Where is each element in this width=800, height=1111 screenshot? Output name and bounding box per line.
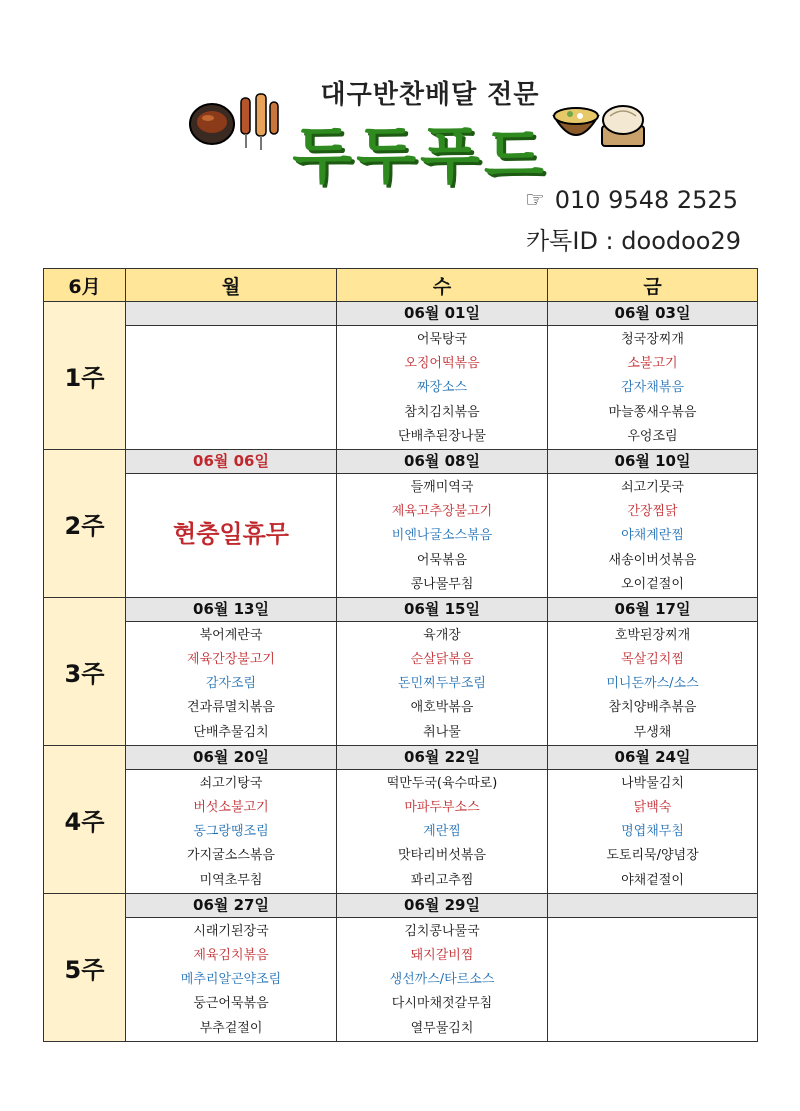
menu-item: 미역초무침	[199, 872, 263, 888]
menu-item: 쇠고기탕국	[199, 775, 263, 791]
menu-item: 미니돈까스/소스	[606, 676, 699, 692]
date-label: 06월 01일	[337, 302, 547, 326]
date-label: 06월 15일	[337, 598, 547, 622]
menu-item: 단배추된장나물	[398, 428, 486, 444]
menu-item-list	[126, 918, 336, 1041]
week-row	[44, 893, 758, 1041]
menu-body	[44, 302, 758, 1042]
menu-item: 짜장소스	[416, 380, 468, 396]
menu-item: 다시마채젓갈무침	[391, 996, 493, 1012]
date-label: 06월 22일	[337, 746, 547, 770]
week-label: 5주	[44, 893, 126, 1041]
menu-item: 맛타리버섯볶음	[398, 848, 486, 864]
date-label: 06월 20일	[126, 746, 336, 770]
date-label: 06월 17일	[548, 598, 757, 622]
menu-item-list	[337, 326, 547, 449]
menu-item: 명엽채무침	[621, 824, 684, 840]
menu-item: 순살닭볶음	[410, 652, 474, 668]
day-cell-fri	[548, 597, 758, 745]
week-label: 4주	[44, 745, 126, 893]
menu-item: 버섯소불고기	[193, 800, 269, 815]
menu-item: 김치콩나물국	[404, 923, 480, 939]
menu-item: 무생채	[633, 724, 672, 740]
menu-item: 열무물김치	[410, 1020, 474, 1036]
day-cell-wed	[337, 302, 548, 450]
menu-item: 목살김치찜	[621, 652, 684, 668]
menu-item: 돈민찌두부조림	[398, 676, 486, 692]
menu-item-list	[126, 622, 336, 745]
pointing-hand-icon: ☞	[525, 187, 545, 213]
day-cell-mon	[126, 893, 337, 1041]
menu-table	[43, 268, 758, 1042]
day-cell-wed	[337, 745, 548, 893]
menu-item: 간장찜닭	[627, 504, 678, 520]
menu-item: 도토리묵/양념장	[606, 848, 699, 864]
day-cell-fri	[548, 449, 758, 597]
menu-item: 닭백숙	[633, 800, 672, 815]
week-row	[44, 302, 758, 450]
menu-item: 야채겉절이	[621, 872, 684, 888]
menu-item-list	[337, 918, 547, 1041]
menu-item: 어묵볶음	[416, 552, 468, 568]
day-cell-wed	[337, 893, 548, 1041]
menu-item: 참치양배추볶음	[608, 700, 697, 716]
day-header-mon: 월	[126, 269, 337, 302]
menu-item: 둥근어묵볶음	[193, 996, 269, 1012]
holiday-notice: 현충일휴무	[173, 519, 289, 548]
menu-item: 들깨미역국	[410, 479, 474, 495]
menu-item: 마늘쫑새우볶음	[608, 404, 697, 420]
menu-item: 소불고기	[627, 356, 678, 372]
menu-item: 단배추물김치	[193, 724, 269, 740]
menu-item-list	[337, 474, 547, 597]
date-label	[548, 894, 757, 918]
day-cell-wed	[337, 449, 548, 597]
menu-item: 나박물김치	[621, 775, 684, 791]
menu-item: 애호박볶음	[410, 700, 474, 716]
day-cell-fri	[548, 893, 758, 1041]
menu-item-list	[126, 326, 336, 328]
menu-item: 취나물	[423, 724, 461, 740]
menu-item: 야채계란찜	[621, 528, 684, 544]
day-cell-mon	[126, 597, 337, 745]
menu-item: 가지굴소스볶음	[187, 848, 275, 864]
menu-item: 감자채볶음	[621, 380, 684, 396]
day-header-fri: 금	[548, 269, 758, 302]
week-row	[44, 597, 758, 745]
menu-item: 마파두부소스	[404, 800, 480, 815]
menu-item: 제육고추장불고기	[391, 504, 493, 520]
menu-item: 오이겉절이	[621, 576, 684, 592]
week-label: 3주	[44, 597, 126, 745]
menu-item: 계란찜	[423, 824, 461, 840]
menu-item: 청국장찌개	[621, 332, 684, 347]
brand-title: 두두푸드	[292, 119, 548, 192]
menu-item-list	[548, 918, 757, 920]
menu-item: 부추겉절이	[199, 1020, 263, 1036]
table-header-row	[44, 269, 758, 302]
menu-item-list	[548, 326, 757, 449]
month-header: 6月	[44, 269, 126, 302]
week-label: 1주	[44, 302, 126, 450]
date-label: 06월 03일	[548, 302, 757, 326]
menu-item: 떡만두국(육수따로)	[386, 775, 498, 791]
menu-item: 북어계란국	[199, 627, 263, 643]
date-label: 06월 08일	[337, 450, 547, 474]
menu-item-list	[548, 474, 757, 597]
menu-item: 쇠고기뭇국	[621, 479, 684, 495]
menu-item: 우엉조림	[627, 428, 678, 444]
menu-item: 견과류멸치볶음	[187, 700, 275, 716]
day-header-wed: 수	[337, 269, 548, 302]
date-label: 06월 24일	[548, 746, 757, 770]
week-label: 2주	[44, 449, 126, 597]
day-cell-fri	[548, 745, 758, 893]
menu-item: 동그랑땡조림	[193, 824, 269, 840]
date-label	[126, 302, 336, 326]
soup-and-dumpling-icon	[550, 92, 646, 152]
menu-item: 꽈리고추찜	[410, 872, 474, 888]
day-cell-mon	[126, 302, 337, 450]
menu-item-list	[548, 622, 757, 745]
menu-item: 어묵탕국	[416, 332, 468, 347]
menu-item-list	[337, 770, 547, 893]
day-cell-mon	[126, 745, 337, 893]
menu-item: 호박된장찌개	[614, 627, 691, 643]
menu-item: 육개장	[423, 627, 461, 643]
subtitle: 대구반찬배달 전문	[320, 80, 540, 110]
day-cell-wed	[337, 597, 548, 745]
grilled-food-icon	[188, 92, 280, 152]
menu-item: 제육간장불고기	[187, 652, 275, 668]
week-row	[44, 449, 758, 597]
day-cell-fri	[548, 302, 758, 450]
day-cell-mon	[126, 449, 337, 597]
menu-item: 메추리알곤약조림	[180, 972, 282, 988]
menu-item: 제육김치볶음	[193, 947, 269, 963]
header	[0, 0, 800, 260]
menu-item: 콩나물무침	[410, 576, 474, 592]
menu-item: 오징어떡볶음	[404, 356, 480, 372]
menu-item: 새송이버섯볶음	[608, 552, 697, 568]
menu-item-list	[126, 770, 336, 893]
menu-item-list	[337, 622, 547, 745]
date-label: 06월 29일	[337, 894, 547, 918]
menu-item: 돼지갈비찜	[410, 947, 474, 963]
menu-item-list	[548, 770, 757, 893]
date-label: 06월 10일	[548, 450, 757, 474]
menu-item: 비엔나굴소스볶음	[391, 528, 493, 544]
week-row	[44, 745, 758, 893]
menu-item: 생선까스/타르소스	[389, 972, 495, 988]
date-label: 06월 06일	[126, 450, 336, 474]
menu-item: 시래기된장국	[193, 923, 269, 939]
menu-item: 감자조림	[205, 676, 257, 692]
phone-contact	[525, 186, 738, 214]
date-label: 06월 27일	[126, 894, 336, 918]
menu-item: 참치김치볶음	[404, 404, 480, 420]
kakao-id: 카톡ID : doodoo29	[526, 227, 742, 255]
date-label: 06월 13일	[126, 598, 336, 622]
phone-number[interactable]: 010 9548 2525	[554, 186, 738, 214]
